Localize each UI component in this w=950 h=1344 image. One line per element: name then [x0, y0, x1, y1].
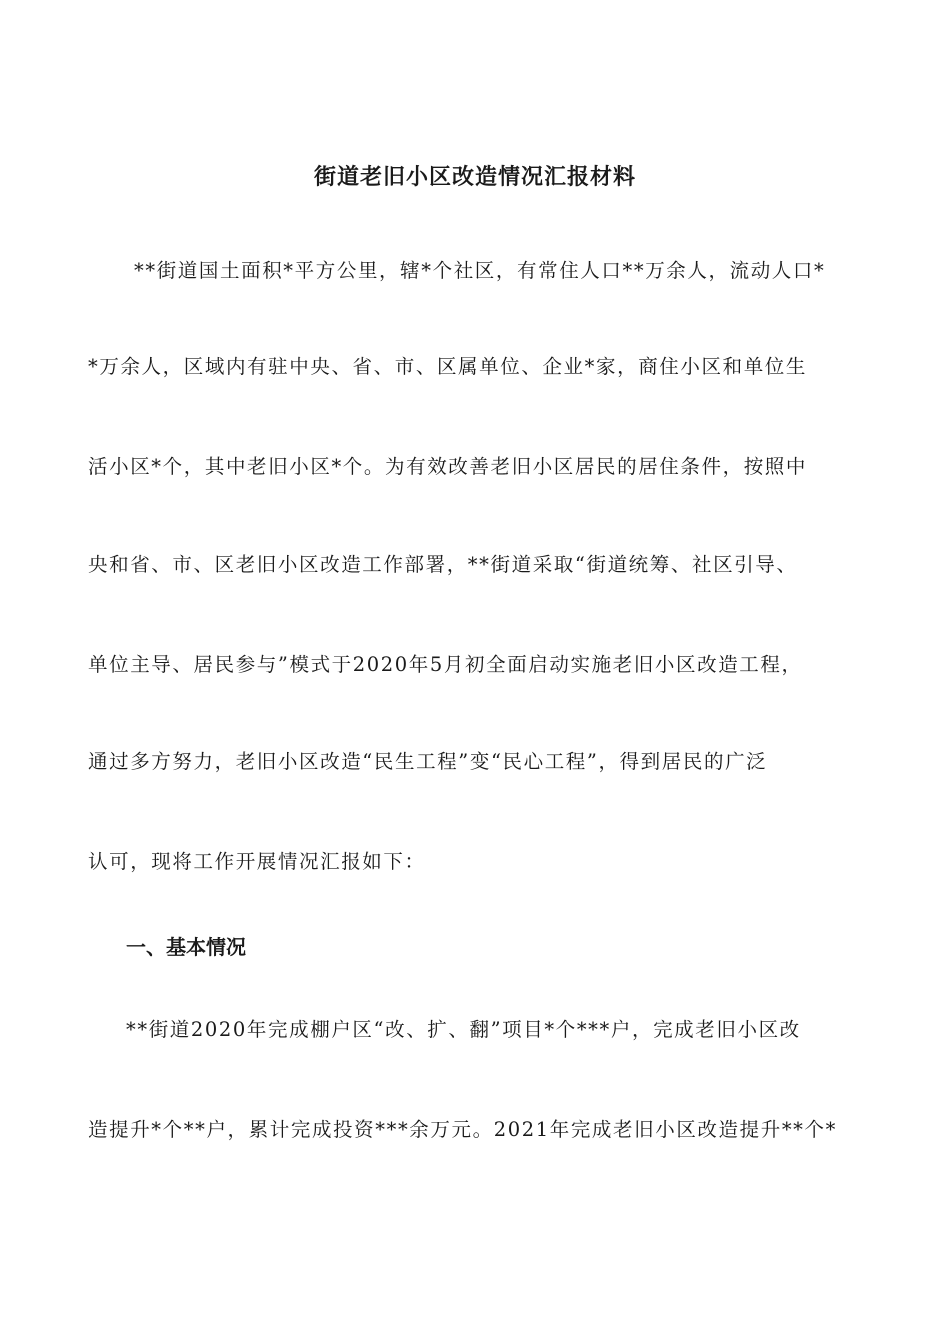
- section-heading: 一、基本情况: [126, 935, 246, 959]
- document-title: 街道老旧小区改造情况汇报材料: [313, 165, 636, 190]
- paragraph-line: 单位主导、居民参与”模式于2020年5月初全面启动实施老旧小区改造工程，: [88, 653, 803, 676]
- paragraph-line: 造提升*个**户，累计完成投资***余万元。2021年完成老旧小区改造提升**个*: [88, 1118, 837, 1141]
- paragraph-line: 通过多方努力，老旧小区改造“民生工程”变“民心工程”，得到居民的广泛: [88, 750, 768, 773]
- paragraph-line: 认可，现将工作开展情况汇报如下：: [88, 850, 426, 873]
- paragraph-line: **街道2020年完成棚户区“改、扩、翻”项目*个***户，完成老旧小区改: [126, 1018, 801, 1041]
- paragraph-line: **街道国土面积*平方公里，辖*个社区，有常住人口**万余人，流动人口*: [134, 259, 826, 282]
- paragraph-line: 央和省、市、区老旧小区改造工作部署，**街道采取“街道统筹、社区引导、: [88, 553, 798, 576]
- paragraph-line: 活小区*个，其中老旧小区*个。为有效改善老旧小区居民的居住条件，按照中: [88, 455, 808, 478]
- paragraph-line: *万余人，区域内有驻中央、省、市、区属单位、企业*家，商住小区和单位生: [88, 355, 808, 378]
